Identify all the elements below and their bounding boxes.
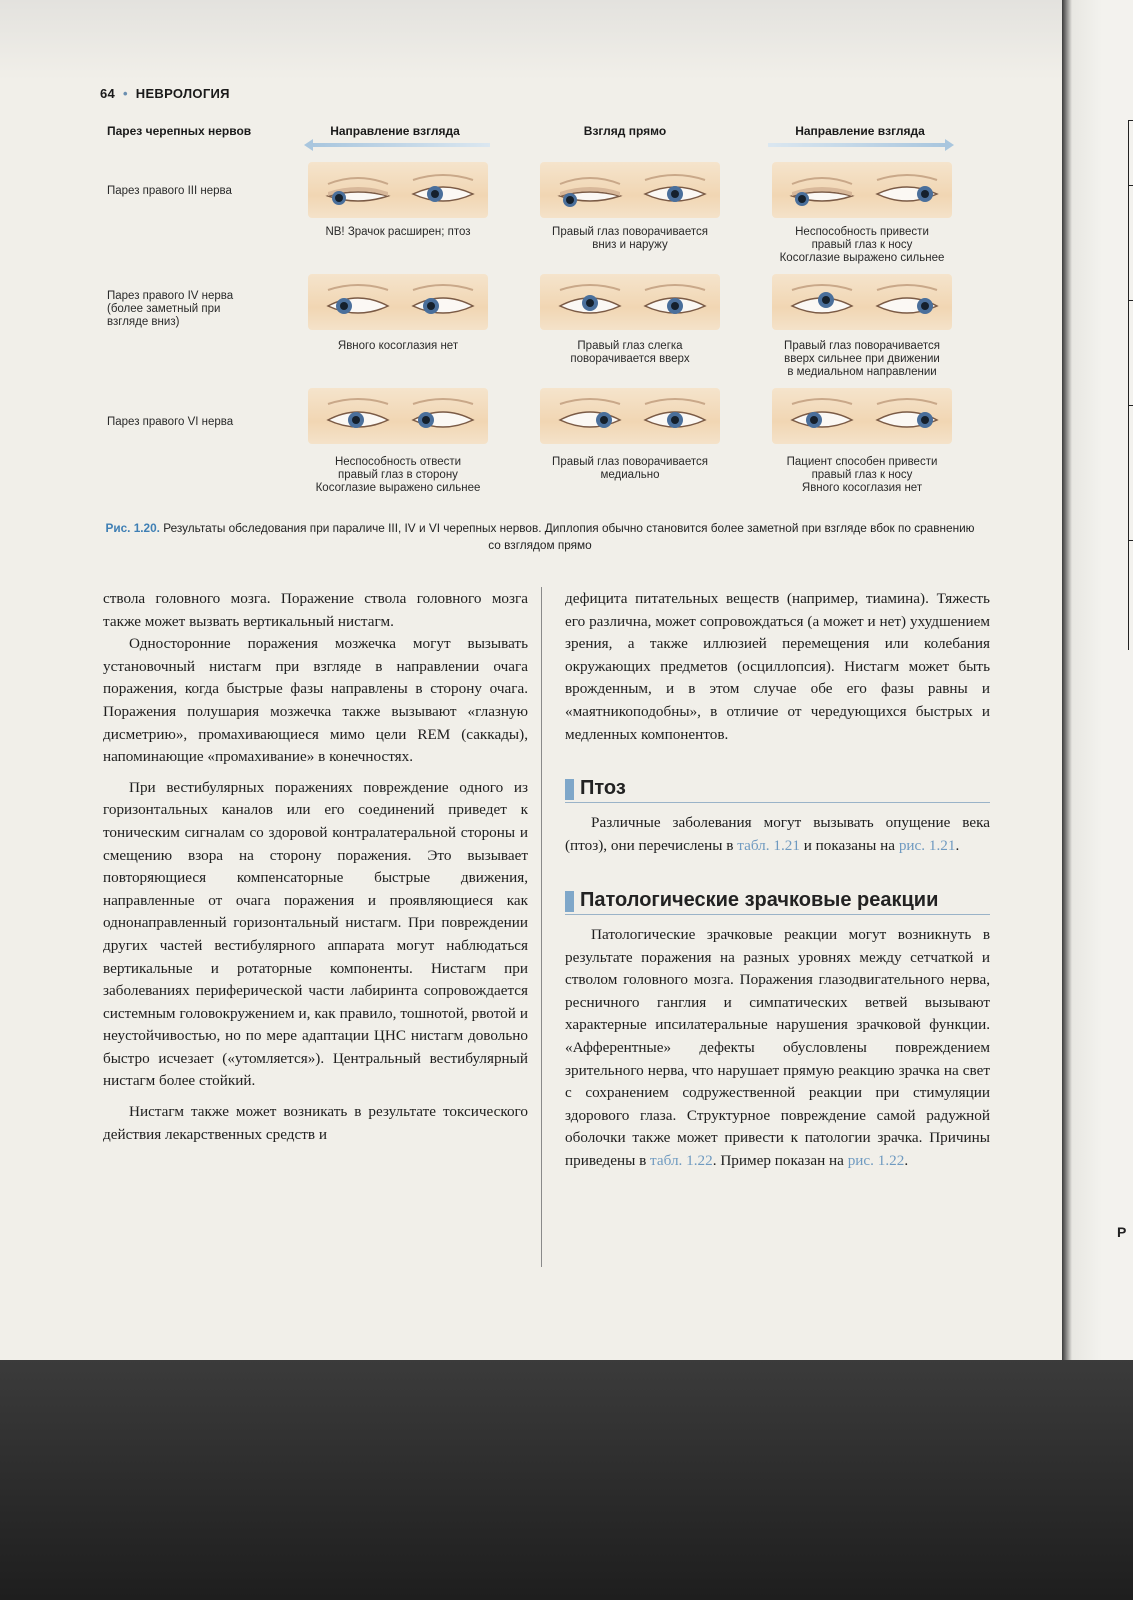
pupils-text [565,924,990,1173]
paragraph [565,924,990,1173]
figure-caption-text: Результаты обследования при параличе III, IV и VI черепных нервов. Диплопия обычно становится более заметной при взгляде вбок по сравнению со взглядом прямо [159,521,975,552]
eyes-illustration [308,274,488,330]
figure-reference-link[interactable]: рис. 1.21 [898,836,956,854]
caption-nerve4-left: Явного косоглазия нет [337,340,459,352]
row-label-nerve-3: Парез правого III нерва [107,185,232,197]
caption-nerve6-straight: Правый глаз поворачивается медиально [552,456,708,481]
paragraph: дефицита питательных веществ (например, тиамина). Тяжесть его различна, может сопровождаться (а может и нет) ухудшением зрения, а также иллюзией перемещения или колебания окружающих предметов (осциллопсия). Нистагм может быть врожденным, и в этом случае обе его фазы равны и «маятникоподобны», в отличие от чередующихся быстрых и медленных компонентов. [565,590,990,743]
section-heading-pupils [565,888,990,915]
caption-nerve4-straight: Правый глаз слегка поворачивается вверх [570,340,690,365]
scan-shadow [0,0,1062,80]
row-label-nerve-4: Парез правого IV нерва (более заметный при взгляде вниз) [107,290,234,328]
eyes-illustration [308,388,488,444]
column-header-gaze-right: Направление взгляда [795,124,925,138]
row-label-nerve-6: Парез правого VI нерва [107,416,234,428]
next-page-rule [1128,120,1129,650]
section-heading-ptosis [565,776,990,803]
text-column-right [565,588,990,746]
gaze-right-arrow [768,143,946,147]
text-run: . Пример показан на [712,1151,848,1169]
eyes-illustration [772,274,952,330]
heading-marker [565,779,574,800]
next-page-rule [1128,120,1133,121]
next-page-letter: Р [1117,1224,1127,1240]
eye-panel-nerve3-right [772,162,952,218]
eye-panel-nerve6-straight [540,388,720,444]
next-page-rule [1128,540,1133,541]
running-header [100,86,230,101]
eyes-illustration [540,162,720,218]
text-run: Различные заболевания могут вызывать опущение века (птоз), они перечислены в [565,814,990,854]
paragraph: При вестибулярных поражениях повреждение одного из горизонтальных каналов или его соединений приведет к тоническим сигналам со здоровой контралатеральной стороны и смещению взора на сторону поражения. Это вызывает повторяющиеся компенсаторные быстрые движения, направленные от очага поражения и проявляющиеся как однонаправленный горизонтальный нистагм. При повреждении других частей вестибулярного аппарата могут наблюдаться вертикальные и ротаторные компоненты. Нистагм при заболеваниях периферической части лабиринта сопровождается системным головокружением и, как правило, тошнотой, рвотой и неустойчивостью, но по мере адаптации ЦНС нистагм довольно быстро исчезает («утомляется»). Центральный вестибулярный нистагм более стойкий. [103,778,528,1090]
column-header-gaze-left: Направление взгляда [330,124,460,138]
table-reference-link[interactable]: табл. 1.21 [737,836,800,854]
paragraph: ствола головного мозга. Поражение ствола головного мозга также может вызвать вертикальный нистагм. [103,590,528,630]
eye-panel-nerve4-right [772,274,952,330]
gaze-left-arrow [312,143,490,147]
next-page-rule [1128,405,1133,406]
heading-marker [565,891,574,912]
eyes-illustration [772,162,952,218]
eye-panel-nerve3-left [308,162,488,218]
next-page-rule [1128,185,1133,186]
page-number: 64 [100,86,116,101]
eyes-illustration [540,274,720,330]
caption-nerve3-left: NB! Зрачок расширен; птоз [325,226,471,238]
paragraph [565,812,990,857]
table-reference-link[interactable]: табл. 1.22 [650,1151,713,1169]
eye-panel-nerve6-left [308,388,488,444]
text-run: . [955,836,960,854]
eyes-illustration [540,388,720,444]
text-run: и показаны на [799,836,899,854]
text-column-left [103,588,528,1146]
figure-caption [100,520,980,554]
eyes-illustration [772,388,952,444]
caption-nerve3-right: Неспособность привести правый глаз к носу Косоглазие выражено сильнее [779,226,945,264]
text-run: . [904,1151,909,1169]
column-header-nerve: Парез черепных нервов [107,124,252,138]
column-header-gaze-straight: Взгляд прямо [583,124,667,138]
section-title: Птоз [580,777,626,799]
section-title: Патологические зрачковые реакции [580,889,939,911]
caption-nerve6-left: Неспособность отвести правый глаз в сторону Косоглазие выражено сильнее [315,456,481,494]
next-page-rule [1128,300,1133,301]
scan-background [0,1360,1133,1600]
caption-nerve3-straight: Правый глаз поворачивается вниз и наружу [552,226,708,251]
text-run: Патологические зрачковые реакции могут возникнуть в результате поражения на разных уровнях между сетчаткой и стволом головного мозга. Поражения глазодвигательного нерва, ресничного ганглия и симпатических ветвей вызывают характерные ипсилатеральные нарушения зрачковой функции. «Афферентные» дефекты обусловлены повреждением зрительного нерва, что нарушает прямую реакцию зрачка на свет с сохранением содружественной реакции при стимуляции здорового глаза. Структурное повреждение самой радужной оболочки также может привести к патологии зрачка. Причины приведены в [565,926,990,1169]
eye-panel-nerve4-straight [540,274,720,330]
eye-panel-nerve3-straight [540,162,720,218]
caption-nerve6-right: Пациент способен привести правый глаз к носу Явного косоглазия нет [786,456,938,494]
figure-number: Рис. 1.20. [105,521,160,535]
column-divider [541,587,542,1267]
eye-panel-nerve6-right [772,388,952,444]
eyes-illustration [308,162,488,218]
paragraph: Нистагм также может возникать в результате токсического действия лекарственных средств и [103,1103,528,1143]
eye-panel-nerve4-left [308,274,488,330]
caption-nerve4-right: Правый глаз поворачивается вверх сильнее при движении в медиальном направлении [784,340,940,378]
next-page-edge [1062,0,1133,1370]
paragraph: Односторонние поражения мозжечка могут вызывать установочный нистагм при взгляде в направлении очага поражения, когда быстрые фазы направлены в сторону очага. Поражения полушария мозжечка также вызывают «глазную дисметрию», промахивающиеся мимо цели REM (саккады), напоминающие «промахивание» в конечностях. [103,635,528,766]
ptosis-text [565,812,990,857]
figure-reference-link[interactable]: рис. 1.22 [847,1151,905,1169]
section-name: НЕВРОЛОГИЯ [135,86,230,101]
header-bullet: • [122,86,128,101]
